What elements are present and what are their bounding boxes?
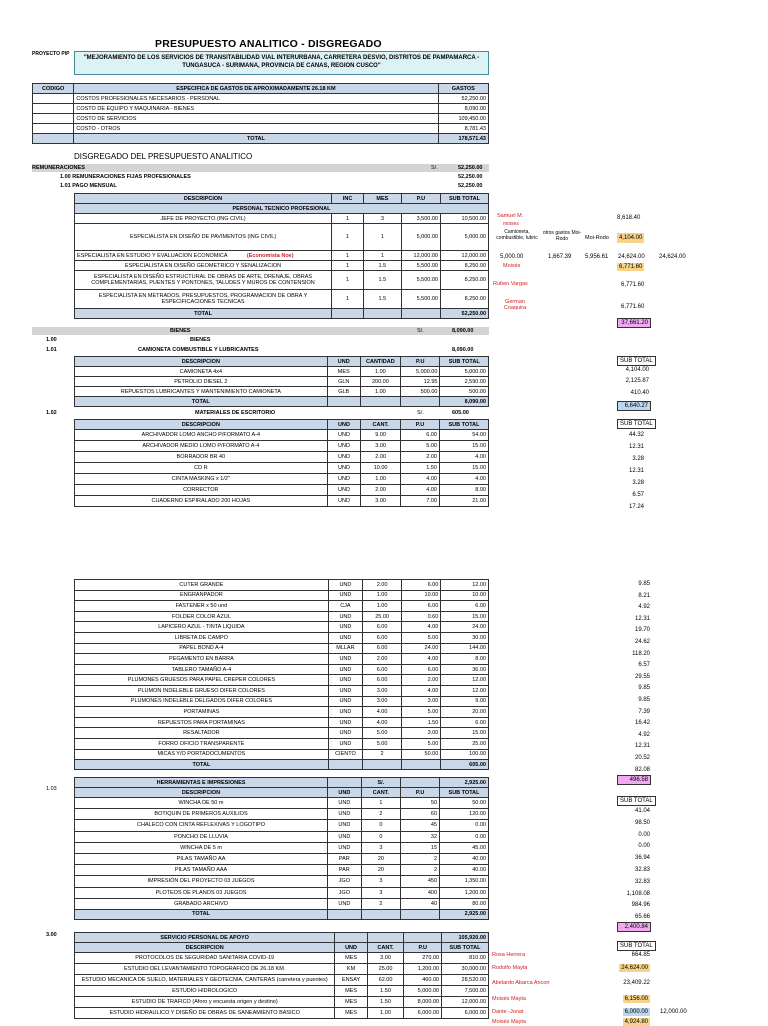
assignee-name: Moisés Mayta [492,1019,526,1025]
table-row: PILAS TAMAÑO AA PAR 20 2 40.00 [75,853,489,864]
side-value: 4.92 [638,731,650,738]
col-gastos: GASTOS [438,84,488,94]
servicio-table: SERVICIO PERSONAL DE APOYO 105,920.00 DESCRIPCION UND CANT. P.U SUB TOTAL PROTOCOLOS DE SEGURIDAD SANITARIA COVID-19 MES 3.00 270.00 810.00 ESTUDIO DEL LEVANTAMIENTO TOPOGRAFICO DE 26.18 KM. KM 25.00 1,200.00 30,000.00 ESTUDIO MECANICA DE SUELO, MATERIALES Y GEOTECNIA, CANTERAS (carretera y puentes) ENSAY 62.00 460.00 28,520.00 ESTUDIO HIDROLOGICO MES 1.50 5,000.00 7,500.00 ESTUDIO DE TRAFICO (Aforo y encuesta origen y destino) MES 1.50 8,000.00 12,000.00 ESTUDIO HIDRAULICO Y DISEÑO DE OBRAS DE SANEAMIENTO BASICO MES 1.00 6,000.00 6,000.00 [74,932,489,1019]
table-row: PLOTEOS DE PLANOS 03 JUEGOS JGO 3 400 1,200.00 [75,887,489,898]
table-row: CHALECO CON CINTA REFLEXIVAS Y LOGOTIPO UND 0 45 0.00 [75,820,489,831]
side-value: 29.55 [634,673,650,680]
table-row: CUTER GRANDE UND 2.00 6.00 12.00 [75,580,489,591]
side-value: 23,409.22 [623,980,650,986]
side-value: 1,108.08 [626,890,650,897]
table-row: ESPECIALISTA EN DISEÑO ESTRUCTURAL DE OBRAS DE ARTE, DRENAJE, OBRAS COMPLEMENTARIAS, PUENTES Y PONTONES, TALUDES Y MUROS DE CONTENSION 1 1.5 5,500.00 8,250.00 [75,271,489,290]
personal-table: DESCRIPCION INC MES P.U SUB TOTAL PERSONAL TECNICO PROFESIONAL JEFE DE PROYECTO (ING CIVIL) 1 3 3,500.00 10,500.00 ESPECIALISTA EN DISEÑO DE PAVIMENTOS (ING CIVIL) 1 1 5,000.00 5,000.00 ESPECIALISTA EN ESTUDIO Y EVALUACION ECONOMICA (Economista Noe) 1 1 12,000.00 12,000.00 ESPECIALISTA EN DISEÑO GEOMETRICO Y SENALIZACION 1 1.5 5,500.00 8,250.00 ESPECIALISTA EN DISEÑO ESTRUCTURAL DE OBRAS DE ARTE, DRENAJE, OBRAS COMPLEMENTARIAS, PUENTES Y PONTONES, TALUDES Y MUROS DE CONTENSION 1 1.5 5,500.00 8,250.00 ESPECIALISTA EN METRADOS, PRESUPUESTOS, PROGRAMACION DE OBRA Y ESPECIFICACIONES TECNICAS 1 1.5 5,500.00 8,250.00 TOTAL 52,250.00 [74,193,489,319]
table-row: MICAS Y/O PORTADOCUMENTOS CIENTO 2 50.00 100.00 [75,749,489,760]
table-row: PLUMONES GRUESOS PARA PAPEL CREPER COLORES UND 6.00 2.00 12.00 [75,675,489,686]
table-row: ESTUDIO HIDRAULICO Y DISEÑO DE OBRAS DE SANEAMIENTO BASICO MES 1.00 6,000.00 6,000.00 [75,1008,489,1019]
page-title: PRESUPUESTO ANALITICO - DISGREGADO [155,38,382,50]
table-row: PROTOCOLOS DE SEGURIDAD SANITARIA COVID-19 MES 3.00 270.00 810.00 [75,953,489,964]
side-value: 65.66 [634,914,650,921]
table-row: IMPRESIÓN DEL PROYECTO 03 JUEGOS JGO 3 450 1,350.00 [75,876,489,887]
summary-total: TOTAL 178,571.43 [33,134,489,144]
table-row: ESPECIALISTA EN METRADOS, PRESUPUESTOS, PROGRAMACION DE OBRA Y ESPECIFICACIONES TECNICAS 1 1.5 5,500.00 8,250.00 [75,290,489,309]
col-codigo: CODIGO [33,84,74,94]
side-value: 12.31 [634,615,650,622]
table-row: ESTUDIO MECANICA DE SUELO, MATERIALES Y GEOTECNIA, CANTERAS (carretera y puentes) ENSAY 62.00 460.00 28,520.00 [75,975,489,986]
table-row: BOTIQUIN DE PRIMEROS AUXILIOS UND 2 60 120.00 [75,809,489,820]
servicio-code: 3.00 [46,932,57,938]
side-value: 24.62 [634,639,650,645]
table-row: JEFE DE PROYECTO (ING CIVIL) 1 3 3,500.00 10,500.00 [75,214,489,224]
table-row: WINCHA DE 5 m UND 3 15 45.00 [75,842,489,853]
assignee-name: Rosa Herrera [492,952,526,958]
table-row: ARCHIVADOR MEDIO LOMO P/FORMATO A-4 UND 3.00 5.00 15.00 [75,441,489,452]
table-row: TABLERO TAMAÑO A-4 UND 6.00 6.00 36.00 [75,664,489,675]
assignee-name: Abelardo Abarca Ancori [492,980,550,986]
col-especifica: ESPECIFICA DE GASTOS DE APROXIMADAMENTE 26.18 KM [74,84,438,94]
side-value: 82.08 [634,766,650,773]
side-value: 36.94 [634,855,650,862]
table-row: PAPEL BOND A-4 MLLAR 6.00 24.00 144.00 [75,643,489,654]
assignee-name: Moisés Mayta [492,996,526,1002]
side-value: 8.21 [638,592,650,599]
summary-header [33,84,489,94]
table-row: CAMIONETA 4x4 MES 1.00 5,000.00 5,000.00 [75,367,489,377]
table-row: ESPECIALISTA EN DISEÑO GEOMETRICO Y SENALIZACION 1 1.5 5,500.00 8,250.00 [75,261,489,271]
table-row: PLUMON INDELEBLE GRUESO DIFER COLORES UND 3.00 4.00 12.00 [75,685,489,696]
escritorio-continued-table: CUTER GRANDE UND 2.00 6.00 12.00 ENGRANPADOR UND 1.00 10.00 10.00 FASTENER x 50 und CJA 1.00 6.00 6.00 FOLDER COLOR AZUL UND 25.00 0.60 15.00 LAPICERO AZUL - TINTA LIQUIDA UND 6.00 4.00 24.00 LIBRETA DE CAMPO UND 6.00 5.00 30.00 PAPEL BOND A-4 MLLAR 6.00 24.00 144.00 PEGAMENTO EN BARRA UND 2.00 4.00 8.00 TABLERO TAMAÑO A-4 UND 6.00 6.00 36.00 PLUMONES GRUESOS PARA PAPEL CREPER COLORES UND 6.00 2.00 12.00 PLUMON INDELEBLE GRUESO DIFER COLORES UND 3.00 4.00 12.00 PLUMONES INDELEBLE DELGADOS DIFER COLORES UND 3.00 3.00 9.00 PORTAMINAS UND 4.00 5.00 20.00 REPUESTOS PARA PORTAMINAS UND 4.00 1.50 6.00 RESALTADOR UND 5.00 3.00 15.00 FORRO OFICIO TRANSPARENTE UND 5.00 5.00 25.00 MICAS Y/O PORTADOCUMENTOS CIENTO 2 50.00 100.00 TOTAL 605.00 [74,579,489,770]
extra-value: 12,000.00 [660,1009,687,1015]
table-row: COSTO DE EQUIPO Y MAQUINARIA - BIENES 8,090.00 [33,104,489,114]
table-row: ENGRANPADOR UND 1.00 10.00 10.00 [75,590,489,601]
assignee-name: Dante -Jonat [492,1009,524,1015]
table-row: PETROLIO DIESEL 2 GLN 200.00 12.95 2,590.00 [75,377,489,387]
table-row: PILAS TAMAÑO AAA PAR 20 2 40.00 [75,865,489,876]
side-value: 32.83 [634,878,650,885]
summary-table [32,83,489,144]
table-row: CORRECTOR UND 2.00 4.00 8.00 [75,485,489,496]
side-value: 16.42 [634,720,650,727]
table-row: CINTA MASKING x 1/2" UND 1.00 4.00 4.00 [75,474,489,485]
table-row: ESPECIALISTA EN ESTUDIO Y EVALUACION ECONOMICA (Economista Noe) 1 1 12,000.00 12,000.00 [75,251,489,261]
table-row: FORRO OFICIO TRANSPARENTE UND 5.00 5.00 25.00 [75,738,489,749]
table-row: REPUESTOS LUBRICANTES Y MANTENIMIENTO CAMIONETA GLB 1.00 500.00 500.00 [75,387,489,397]
table-row: RESALTADOR UND 5.00 3.00 15.00 [75,728,489,739]
table-row: COSTO DE SERVICIOS 109,450.00 [33,114,489,124]
side-value: 19.70 [634,627,650,634]
side-value: 9.85 [638,685,650,692]
table-row: ARCHIVADOR LOMO ANCHO P/FORMATO A-4 UND 9.00 6.00 54.00 [75,430,489,441]
table-row: ESTUDIO DE TRAFICO (Aforo y encuesta origen y destino) MES 1.50 8,000.00 12,000.00 [75,997,489,1008]
table-row: BORRADOR BR 40 UND 2.00 2.00 4.00 [75,452,489,463]
table-row: PLUMONES INDELEBLE DELGADOS DIFER COLORES UND 3.00 3.00 9.00 [75,696,489,707]
table-row: REPUESTOS PARA PORTAMINAS UND 4.00 1.50 6.00 [75,717,489,728]
table-row: LAPICERO AZUL - TINTA LIQUIDA UND 6.00 4.00 24.00 [75,622,489,633]
side-value: 4,924.80 [624,1019,648,1025]
pip-label: PROYECTO PIP [32,51,70,57]
table-row: PONCHO DE LLUVIA UND 0 32 0.00 [75,831,489,842]
side-value: 24,624.00 [621,965,648,971]
table-row: LIBRETA DE CAMPO UND 6.00 5.00 30.00 [75,632,489,643]
table-row: COSTO - OTROS 8,781.43 [33,124,489,134]
side-value: 20.52 [634,755,650,761]
escritorio-table: DESCRIPCION UND CANT. P.U SUB TOTAL ARCHIVADOR LOMO ANCHO P/FORMATO A-4 UND 9.00 6.00 54.00 ARCHIVADOR MEDIO LOMO P/FORMATO A-4 UND 3.00 5.00 15.00 BORRADOR BR 40 UND 2.00 2.00 4.00 CD R UND 10.00 1.50 15.00 CINTA MASKING x 1/2" UND 1.00 4.00 4.00 CORRECTOR UND 2.00 4.00 8.00 CUADERNO ESPIRALADO 200 HOJAS UND 3.00 7.00 21.00 [74,419,489,507]
side-value: 12.31 [634,743,650,750]
side-value: 0.00 [638,843,650,850]
disgregado-title: DISGREGADO DEL PRESUPUESTO ANALITICO [74,152,253,161]
table-row: ESTUDIO HIDROLOGICO MES 1.50 5,000.00 7,500.00 [75,986,489,997]
side-value: 4.92 [638,604,650,611]
table-row: GRABADO ARCHIVO UND 2 40 80.00 [75,898,489,909]
side-value: 98.50 [634,819,650,826]
side-value: 6.57 [638,662,650,669]
table-row: FOLDER COLOR AZUL UND 25.00 0.60 15.00 [75,611,489,622]
economist-note: (Economista Noe) [246,252,294,259]
table-row: FASTENER x 50 und CJA 1.00 6.00 6.00 [75,601,489,612]
side-value: 118.20 [632,650,650,657]
side-header: SUB TOTAL [617,796,656,806]
side-value: 6,156.00 [624,996,648,1002]
table-row: WINCHA DE 50 m UND 1 50 50.00 [75,798,489,809]
table-row: ESTUDIO DEL LEVANTAMIENTO TOPOGRAFICO DE 26.18 KM. KM 25.00 1,200.00 30,000.00 [75,964,489,975]
table-row: PORTAMINAS UND 4.00 5.00 20.00 [75,707,489,718]
remuneraciones-label: REMUNERACIONES [32,165,85,171]
table-row: CD R UND 10.00 1.50 15.00 [75,463,489,474]
assignee-name: Rodolfo Mayta [492,965,528,971]
side-value: 664.85 [631,952,650,958]
bienes-table: DESCRIPCION UND CANTIDAD P.U SUB TOTAL CAMIONETA 4x4 MES 1.00 5,000.00 5,000.00 PETROLIO DIESEL 2 GLN 200.00 12.95 2,590.00 REPUESTOS LUBRICANTES Y MANTENIMIENTO CAMIONETA GLB 1.00 500.00 500.00 TOTAL 8,090.00 [74,356,489,407]
side-value: 0.00 [638,831,650,838]
table-row: CUADERNO ESPIRALADO 200 HOJAS UND 3.00 7.00 21.00 [75,496,489,507]
side-total: 496.58 [617,775,651,785]
project-title: "MEJORAMIENTO DE LOS SERVICIOS DE TRANSITABILIDAD VIAL INTERURBANA, CARRETERA DESVIO, DISTRITOS DE PAMPAMARCA - TUNGASUCA - SURIMANA, PROVINCIA DE CANAS, REGION CUSCO" [74,51,489,75]
side-value: 7.39 [638,708,650,715]
table-row: ESPECIALISTA EN DISEÑO DE PAVIMENTOS (ING CIVIL) 1 1 5,000.00 5,000.00 [75,224,489,251]
side-header: SUB TOTAL [617,941,656,951]
side-value: 9.85 [638,697,650,703]
table-row: COSTOS PROFESIONALES NECESARIOS - PERSONAL 52,250.00 [33,94,489,104]
side-value: 41.04 [634,808,650,814]
side-total: 2,400.84 [617,922,651,932]
side-value: 984.96 [631,902,650,909]
herramientas-table: HERRAMIENTAS E IMPRESIONES S/. 2,925.00 DESCRIPCION UND CANT. P.U SUB TOTAL WINCHA DE 50 m UND 1 50 50.00 BOTIQUIN DE PRIMEROS AUXILIOS UND 2 60 120.00 CHALECO CON CINTA REFLEXIVAS Y LOGOTIPO UND 0 45 0.00 PONCHO DE LLUVIA UND 0 32 0.00 WINCHA DE 5 m UND 3 15 45.00 PILAS TAMAÑO AA PAR 20 2 40.00 PILAS TAMAÑO AAA PAR 20 2 40.00 IMPRESIÓN DEL PROYECTO 03 JUEGOS JGO 3 450 1,350.00 PLOTEOS DE PLANOS 03 JUEGOS JGO 3 400 1,200.00 GRABADO ARCHIVO UND 2 40 80.00 TOTAL 2,925.00 [74,777,489,920]
table-row: PEGAMENTO EN BARRA UND 2.00 4.00 8.00 [75,654,489,665]
side-value: 32.83 [634,867,650,873]
side-value: 9.85 [638,581,650,587]
side-value: 6,000.00 [624,1009,648,1015]
